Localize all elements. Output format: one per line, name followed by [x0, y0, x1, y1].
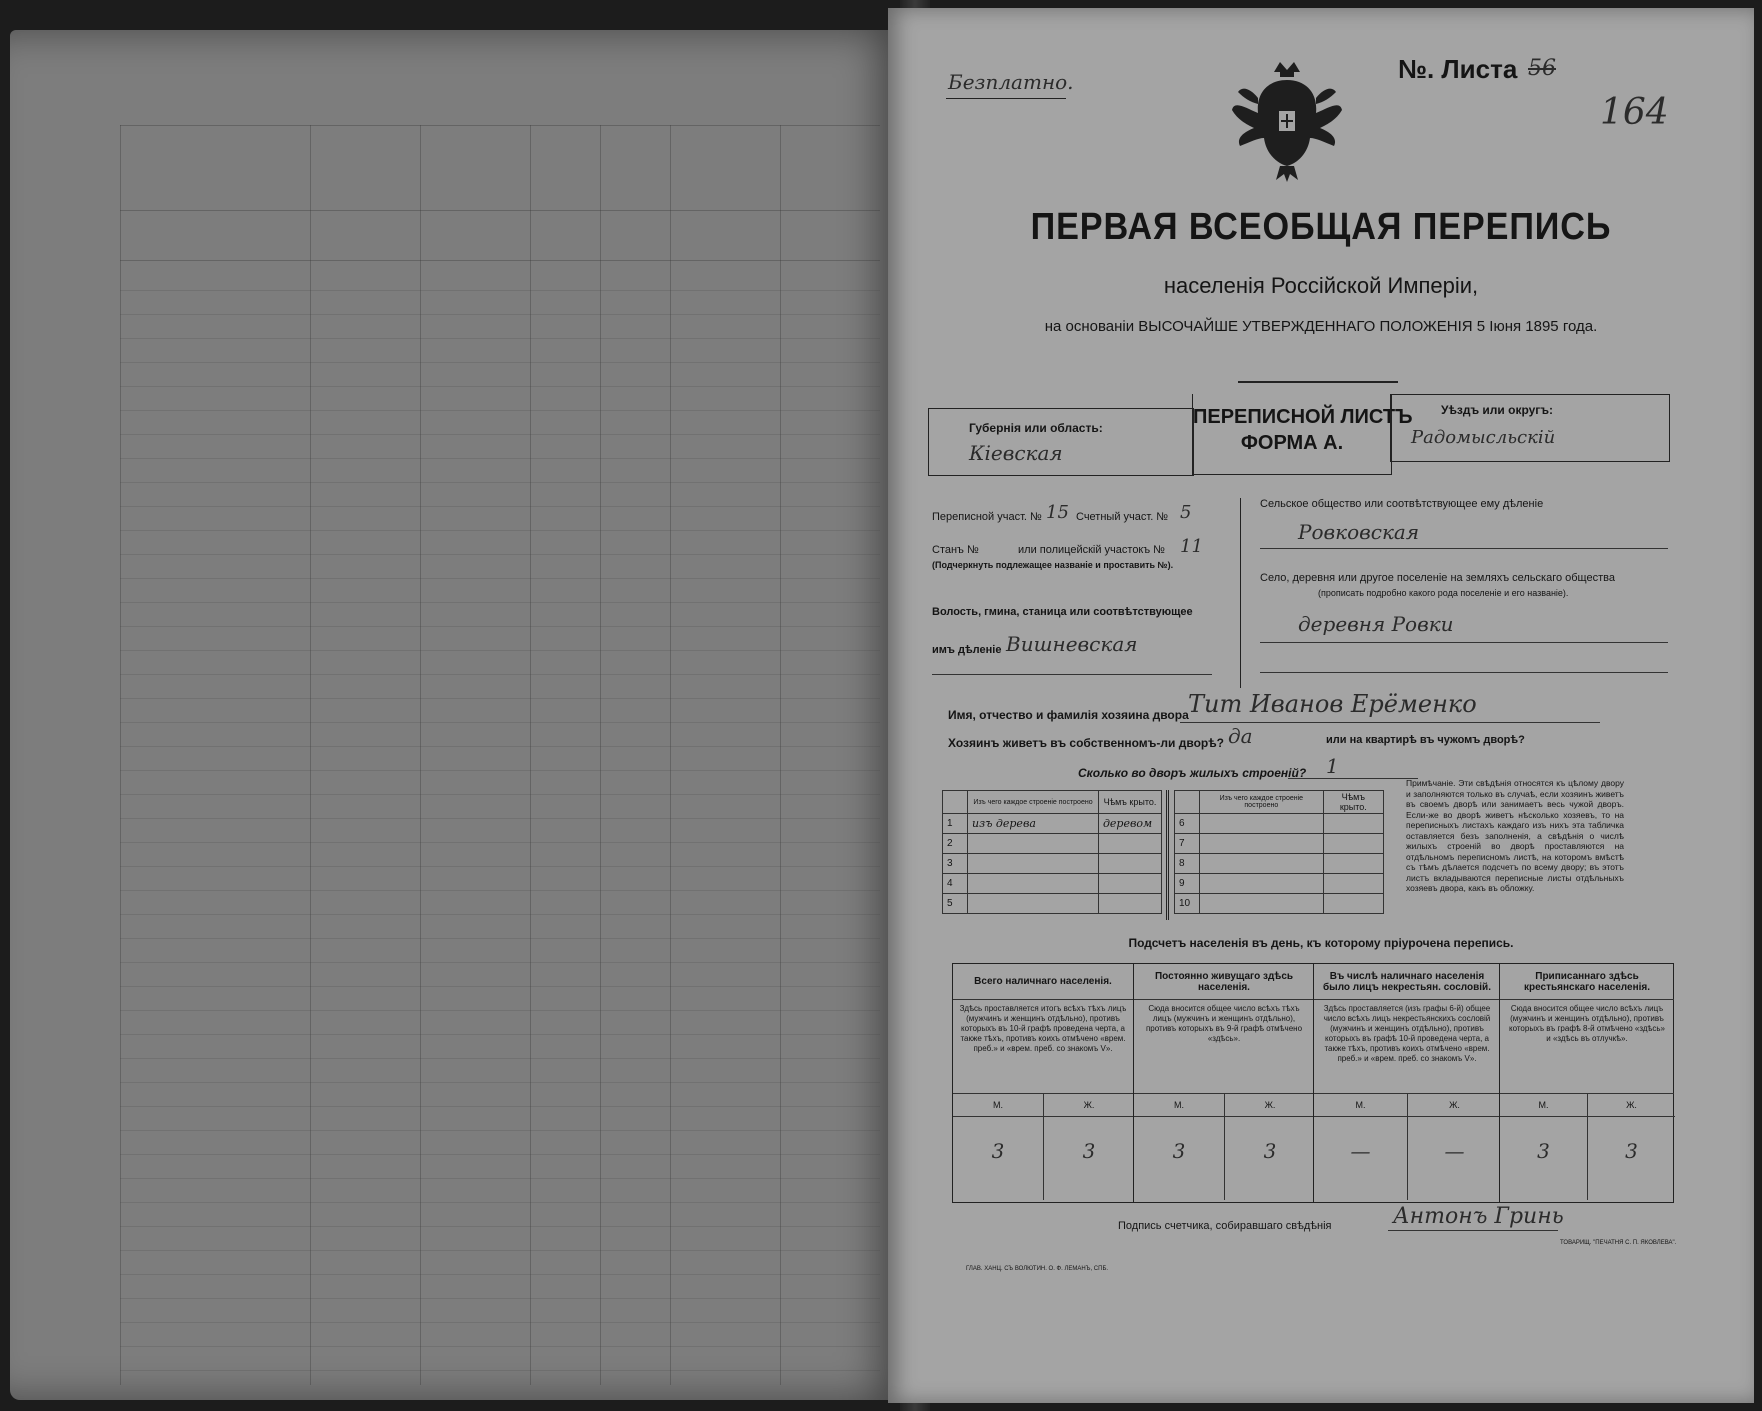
ruling-line: [120, 914, 880, 915]
ruling-line: [120, 434, 880, 435]
society-line: [1260, 548, 1668, 549]
sheet-number-new: 164: [1600, 92, 1669, 133]
ruling-line: [120, 818, 880, 819]
male-label: М.: [1134, 1094, 1224, 1117]
ruling-line: [120, 722, 880, 723]
ruling-line: [120, 1130, 880, 1131]
ruling-line: [120, 746, 880, 747]
form-letter: ФОРМА А.: [1240, 432, 1344, 454]
row-number: 1: [943, 814, 968, 834]
village-value: деревня Ровки: [1298, 612, 1454, 636]
province-box: [928, 408, 1194, 476]
material-cell: [968, 894, 1099, 914]
count-column-description: Сюда вносится общее число всѣхъ тѣхъ лицъ (мужчинъ и женщинъ отдѣльно), противъ которыхъ въ 9-й графѣ отмѣчено «здѣсь».: [1134, 1002, 1314, 1094]
signature-value: Антонъ Гринь: [1393, 1204, 1564, 1229]
ruling-line: [120, 458, 880, 459]
own-yard-value: да: [1228, 724, 1253, 748]
ruling-line: [120, 1298, 880, 1299]
census-form-page: [888, 8, 1754, 1403]
rent-label: или на квартирѣ въ чужомъ дворѣ?: [1326, 734, 1525, 746]
table-row: [1175, 874, 1384, 894]
volost-value: Вишневская: [1006, 632, 1138, 656]
male-label: М.: [1314, 1094, 1407, 1117]
ruling-line: [120, 506, 880, 507]
province-value: Кіевская: [969, 441, 1063, 465]
row-number: 4: [943, 874, 968, 894]
row-number: 3: [943, 854, 968, 874]
male-count: —: [1350, 1139, 1371, 1163]
village-line-2: [1260, 672, 1668, 673]
count-column-description: Здѣсь проставляется (изъ графы 6-й) общее число всѣхъ лицъ некрестьянскихъ сословій (мужчинъ и женщинъ отдѣльно), противъ которыхъ въ графѣ 10-й проведена черта, а также тѣхъ, противъ коихъ отмѣчено «врем. преб.» и «врем. преб. со знакомъ V».: [1314, 1002, 1500, 1094]
female-label: Ж.: [1407, 1094, 1501, 1117]
roof-cell: [1098, 874, 1161, 894]
ruling-line: [120, 1370, 880, 1371]
roof-cell: [1098, 834, 1161, 854]
table-row: [1175, 854, 1384, 874]
roof-cell: [1098, 894, 1161, 914]
ruling-line: [120, 1274, 880, 1275]
table-row: [1175, 814, 1384, 834]
ruling-line: [120, 554, 880, 555]
ruling-line: [120, 1226, 880, 1227]
col-material-header: Изъ чего каждое строеніе построено: [968, 791, 1099, 814]
imprint-left: ГЛАВ. ХАНЦ. СЪ ВОЛЮТИН. О. Ф. ЛЕМАНЪ, СПБ.: [966, 1266, 1109, 1272]
sheet-number-struck: 56: [1528, 56, 1556, 81]
ruling-line: [120, 1010, 880, 1011]
ruling-line: [120, 410, 880, 411]
material-cell: [968, 874, 1099, 894]
ruling-line: [120, 1322, 880, 1323]
ruling-line: [120, 1154, 880, 1155]
village-label: Село, деревня или другое поселеніе на земляхъ сельскаго общества: [1260, 572, 1615, 584]
roof-cell: [1323, 854, 1383, 874]
signature-label: Подпись счетчика, собиравшаго свѣдѣнія: [1118, 1220, 1332, 1232]
buildings-line: [1288, 778, 1418, 779]
male-count: 3: [1172, 1139, 1186, 1163]
roof-cell: [1323, 834, 1383, 854]
col-material-header-2: Изъ чего каждое строеніе построено: [1200, 791, 1324, 814]
row-number: 7: [1175, 834, 1200, 854]
buildings-value: 1: [1326, 754, 1339, 778]
buildings-table-left: [942, 790, 1162, 914]
imprint-right: ТОВАРИЩ. "ПЕЧАТНЯ С. П. ЯКОВЛЕВА".: [1560, 1240, 1677, 1246]
female-label: Ж.: [1224, 1094, 1315, 1117]
material-cell: [1200, 814, 1324, 834]
census-basis: на основаніи ВЫСОЧАЙШЕ УТВЕРЖДЕННАГО ПОЛОЖЕНІЯ 5 Іюня 1895 года.: [1044, 318, 1598, 335]
row-number: 5: [943, 894, 968, 914]
row-number: 8: [1175, 854, 1200, 874]
ruling-line: [120, 866, 880, 867]
count-column-description: Здѣсь проставляется итогъ всѣхъ тѣхъ лицъ (мужчинъ и женщинъ отдѣльно), противъ которыхъ въ 10-й графѣ проведена черта, а также тѣхъ, противъ коихъ отмѣчено «врем. преб.» и «врем. преб. со знакомъ V».: [953, 1002, 1133, 1094]
female-count: —: [1407, 1116, 1501, 1200]
own-yard-label: Хозяинъ живетъ въ собственномъ-ли дворѣ?: [948, 736, 1225, 750]
field-divider: [1240, 498, 1241, 688]
ruling-line: [120, 362, 880, 363]
ruling-line: [120, 1058, 880, 1059]
count-column: [953, 964, 1133, 1202]
owner-label: Имя, отчество и фамилія хозяина двора: [948, 708, 1189, 722]
female-label: Ж.: [1043, 1094, 1134, 1117]
volost-label: Волость, гмина, станица или соотвѣтствующее: [932, 606, 1193, 618]
form-title-box: [1192, 394, 1413, 475]
row-number: 10: [1175, 894, 1200, 914]
ruling-line: [120, 314, 880, 315]
table-row: [943, 854, 1162, 874]
ruling-line: [120, 1178, 880, 1179]
count-column-title: Всего наличнаго населенія.: [953, 964, 1133, 1000]
male-label: М.: [1500, 1094, 1587, 1117]
ruling-line: [120, 962, 880, 963]
material-cell: изъ дерева: [968, 814, 1099, 834]
count-column: [1133, 964, 1314, 1202]
ruling-line: [120, 986, 880, 987]
roof-cell: [1323, 894, 1383, 914]
imperial-eagle-emblem: [1228, 58, 1346, 183]
row-number: 6: [1175, 814, 1200, 834]
count-column-title: Постоянно живущаго здѣсь населенія.: [1134, 964, 1314, 1000]
police-label: или полицейскій участокъ №: [1018, 544, 1165, 556]
note-text: Примѣчаніе. Эти свѣдѣнія относятся къ цѣлому двору и заполняются только въ случаѣ, если хозяинъ живетъ въ своемъ дворѣ или занимаетъ весь чужой дворъ. Если-же во дворѣ живетъ нѣсколько хозяевъ, то на переписныхъ листахъ каждаго изъ нихъ эта табличка оставляется безъ заполненія, а свѣдѣнія о числѣ жилыхъ строеній во дворѣ проставляются на отдѣльномъ переписномъ листѣ, на которомъ вмѣстѣ съ тѣмъ дѣлается подсчетъ по всему двору; въ этотъ листъ вкладываются переписные листы отдѣльныхъ хозяевъ двора, какъ въ обложку.: [1406, 778, 1624, 893]
ruling-line: [120, 1346, 880, 1347]
title-separator: [1238, 381, 1398, 383]
ruling-line: [120, 1250, 880, 1251]
census-subtitle: населенія Россійской Имперіи,: [1163, 273, 1479, 298]
table-row: [943, 874, 1162, 894]
roof-cell: [1323, 874, 1383, 894]
ruling-line: [120, 770, 880, 771]
roof-cell: деревом: [1098, 814, 1161, 834]
ruling-line: [120, 602, 880, 603]
col-roof-header-2: Чѣмъ крыто.: [1323, 791, 1383, 814]
ruling-line: [120, 650, 880, 651]
buildings-table-right: [1174, 790, 1384, 914]
society-value: Ровковская: [1298, 520, 1420, 544]
ruling-line: [120, 530, 880, 531]
male-count: 3: [991, 1139, 1005, 1163]
ruling-line: [120, 290, 880, 291]
count-column-title: Въ числѣ наличнаго населенія было лицъ некрестьян. сословій.: [1314, 964, 1500, 1000]
ruling-line: [120, 674, 880, 675]
volost-line: [932, 674, 1212, 675]
ruling-line: [120, 626, 880, 627]
roof-cell: [1098, 854, 1161, 874]
district-box: [1390, 394, 1670, 462]
village-line-1: [1260, 642, 1668, 643]
free-label: Безплатно.: [948, 70, 1074, 94]
table-row: [1175, 894, 1384, 914]
signature-line: [1388, 1230, 1558, 1231]
table-row: [943, 894, 1162, 914]
ruling-line: [120, 842, 880, 843]
table-row: [1175, 834, 1384, 854]
province-label: Губернія или область:: [969, 421, 1103, 435]
material-cell: [968, 834, 1099, 854]
female-label: Ж.: [1587, 1094, 1675, 1117]
female-count: 3: [1043, 1116, 1134, 1200]
volost-label-2: имъ дѣленіе: [932, 644, 1002, 656]
material-cell: [1200, 894, 1324, 914]
population-count-table: [952, 963, 1674, 1203]
material-cell: [1200, 874, 1324, 894]
male-count: 3: [1537, 1139, 1550, 1163]
count-column: [1499, 964, 1674, 1202]
row-number: 2: [943, 834, 968, 854]
row-number: 9: [1175, 874, 1200, 894]
ruling-line: [120, 1082, 880, 1083]
material-cell: [1200, 834, 1324, 854]
female-count: 3: [1224, 1116, 1315, 1200]
count-heading: Подсчетъ населенія въ день, къ которому пріурочена перепись.: [1128, 936, 1514, 950]
ruling-line: [120, 386, 880, 387]
district-label: Уѣздъ или округъ:: [1441, 403, 1554, 417]
count-column-description: Сюда вносится общее число всѣхъ лицъ (мужчинъ и женщинъ отдѣльно), противъ которыхъ въ графѣ 8-й отмѣчено «здѣсь» и «здѣсь въ отлучкѣ».: [1500, 1002, 1674, 1094]
col-roof-header: Чѣмъ крыто.: [1098, 791, 1161, 814]
ruling-line: [120, 1106, 880, 1107]
material-cell: [968, 854, 1099, 874]
count-area-value: 5: [1180, 502, 1192, 523]
count-area-label: Счетный участ. №: [1076, 511, 1169, 523]
ruling-line: [120, 698, 880, 699]
buildings-label: Сколько во дворъ жилыхъ строеній?: [1078, 766, 1307, 780]
ruling-line: [120, 1202, 880, 1203]
census-area-value: 15: [1046, 502, 1069, 523]
buildings-divider: [1166, 790, 1169, 920]
ruling-line: [120, 890, 880, 891]
count-column: [1313, 964, 1500, 1202]
male-label: М.: [953, 1094, 1043, 1117]
left-page: [10, 30, 910, 1400]
owner-value: Тит Иванов Ерёменко: [1188, 690, 1477, 718]
female-count: 3: [1587, 1116, 1675, 1200]
ruling-line: [120, 1034, 880, 1035]
ruling-line: [120, 794, 880, 795]
count-column-title: Приписаннаго здѣсь крестьянскаго населенія.: [1500, 964, 1674, 1000]
census-title: ПЕРВАЯ ВСЕОБЩАЯ ПЕРЕПИСЬ: [1030, 206, 1612, 248]
ruling-line: [120, 578, 880, 579]
police-value: 11: [1180, 536, 1203, 557]
village-note: (прописать подробно какого рода поселеніе и его названіе).: [1318, 588, 1569, 598]
roof-cell: [1323, 814, 1383, 834]
underline-note: (Подчеркнуть подлежащее названіе и проставить №).: [932, 560, 1174, 570]
society-label: Сельское общество или соотвѣтствующее ему дѣленіе: [1260, 498, 1544, 510]
table-row: [943, 814, 1162, 834]
district-value: Радомысльскій: [1411, 427, 1556, 448]
sheet-label: №. Листа: [1398, 54, 1518, 84]
ruling-line: [120, 938, 880, 939]
material-cell: [1200, 854, 1324, 874]
form-title: ПЕРЕПИСНОЙ ЛИСТЪ: [1193, 406, 1413, 428]
free-label-underline: [946, 98, 1066, 99]
left-page-ruling: [10, 30, 910, 1400]
stan-label: Станъ №: [932, 544, 979, 556]
ruling-line: [120, 338, 880, 339]
ruling-line: [120, 482, 880, 483]
table-row: [943, 834, 1162, 854]
owner-line: [1180, 722, 1600, 723]
census-area-label: Переписной участ. №: [932, 511, 1042, 523]
